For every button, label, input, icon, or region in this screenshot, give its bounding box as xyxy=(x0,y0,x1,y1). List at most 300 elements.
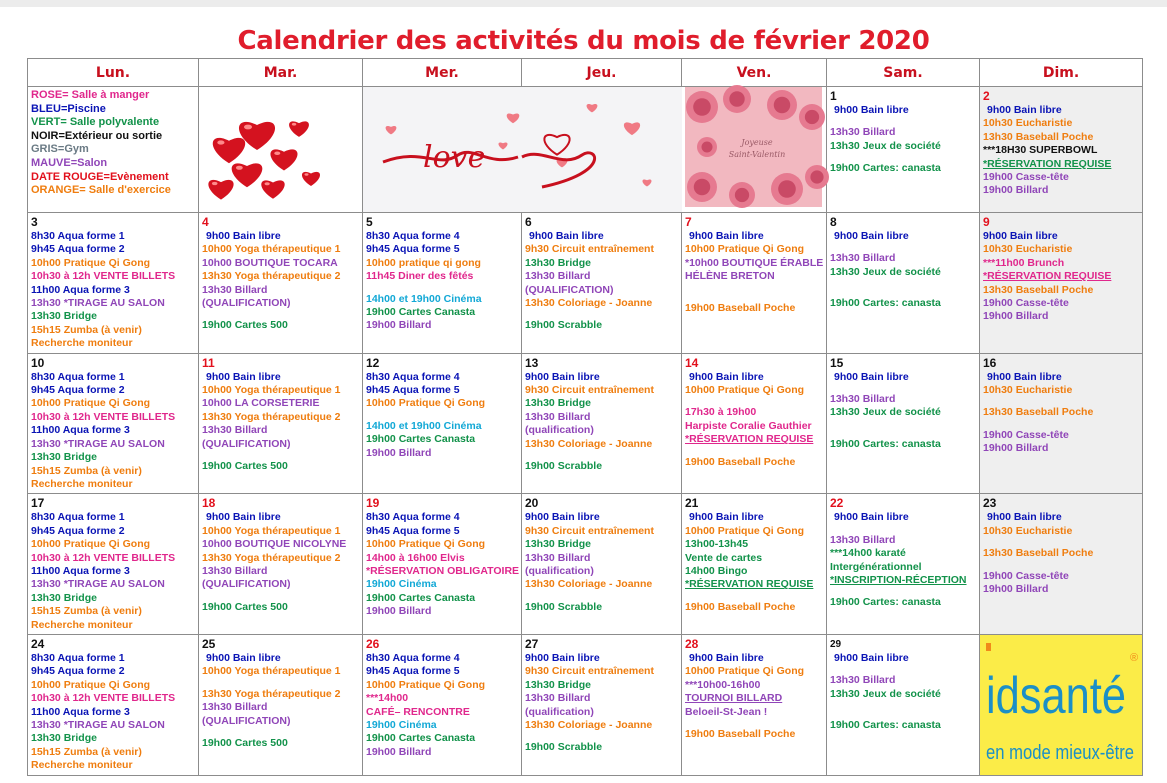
day-cell-jeu[interactable] xyxy=(522,634,682,775)
day-cell-dim[interactable] xyxy=(980,494,1143,635)
day-cell-mer[interactable] xyxy=(363,213,522,354)
activity: 10h30 Eucharistie xyxy=(983,117,1073,130)
day-number: 28 xyxy=(685,636,699,651)
activity: 10h30 Eucharistie xyxy=(983,524,1073,537)
activity: Recherche moniteur xyxy=(31,759,133,772)
activity: *INSCRIPTION-RÉCEPTION xyxy=(830,573,967,586)
day-number: 2 xyxy=(983,89,990,103)
activity: 19h00 Scrabble xyxy=(525,460,603,473)
activity: 9h00 Bain libre xyxy=(983,230,1058,242)
day-cell-ven[interactable] xyxy=(682,634,827,775)
week-row xyxy=(28,494,1143,635)
activity: 9h00 Bain libre xyxy=(834,511,909,524)
activity: Recherche moniteur xyxy=(31,337,133,350)
activity: 11h45 Diner des fêtés xyxy=(366,270,474,283)
activity: 9h30 Circuit entraînement xyxy=(525,243,654,256)
day-number: 26 xyxy=(366,636,380,651)
activity: 19h00 Cartes Canasta xyxy=(366,433,476,446)
day-number: 12 xyxy=(366,355,380,370)
spacer xyxy=(685,592,823,601)
activity: 9h00 Bain libre xyxy=(529,230,604,242)
day-cell-dim[interactable] xyxy=(980,213,1143,354)
activity: 19h00 Cartes: canasta xyxy=(830,297,941,310)
activity: 8h30 Aqua forme 1 xyxy=(31,370,125,383)
activity: 13h30 Yoga thérapeutique 2 xyxy=(202,270,341,283)
activity: ***11h00 Brunch xyxy=(983,256,1065,269)
spacer xyxy=(202,592,359,601)
activity: 13h30 Bridge xyxy=(31,310,97,323)
day-number: 25 xyxy=(202,636,216,651)
activity: 19h00 Cinéma xyxy=(366,719,437,731)
activity: 10h00 Pratique Qi Gong xyxy=(685,384,805,397)
activity: 9h00 Bain libre xyxy=(206,651,281,664)
activity: 9h45 Aqua forme 5 xyxy=(366,524,460,537)
activity: 8h30 Aqua forme 1 xyxy=(31,230,125,242)
activity: 13h30 Bridge xyxy=(525,678,591,691)
activity: 10h30 Eucharistie xyxy=(983,243,1073,256)
activity: *RÉSERVATION REQUISE xyxy=(983,270,1112,283)
activity: 19h00 Cartes Canasta xyxy=(366,591,476,604)
activity: 13h30 Bridge xyxy=(525,256,591,269)
activity: TOURNOI BILLARD xyxy=(685,692,783,705)
activity: 8h30 Aqua forme 1 xyxy=(31,511,125,524)
spacer xyxy=(830,420,976,429)
activity: 10h00 pratique qi gong xyxy=(366,256,481,269)
activity: 9h00 Bain libre xyxy=(206,230,281,242)
roses-illustration xyxy=(682,87,827,212)
legend-item: MAUVE=Salon xyxy=(31,156,108,169)
activity: 10h00 Yoga thérapeutique 1 xyxy=(202,243,341,256)
activity: 19h00 Billard xyxy=(983,442,1049,455)
love-illustration xyxy=(363,87,522,212)
activity: 19h00 Billard xyxy=(983,310,1049,323)
day-cell-jeu[interactable] xyxy=(522,353,682,494)
activity: 19h00 Baseball Poche xyxy=(685,455,796,468)
activity: 19h00 Casse-tête xyxy=(983,428,1069,441)
activity: 9h00 Bain libre xyxy=(206,511,281,524)
header-jeu: Jeu. xyxy=(522,59,682,87)
day-number: 29 xyxy=(830,638,842,650)
activity: 19h00 Scrabble xyxy=(525,741,603,754)
activity: 19h00 Cartes 500 xyxy=(202,460,288,473)
day-number: 15 xyxy=(830,355,844,370)
legend-item: BLEU=Piscine xyxy=(31,102,106,115)
day-number: 8 xyxy=(830,215,837,229)
activity: Intergénérationnel xyxy=(830,560,922,573)
activity: 10h00 Pratique Qi Gong xyxy=(31,538,151,551)
activity: 13h30 Coloriage - Joanne xyxy=(525,719,653,731)
day-cell-dim[interactable] xyxy=(980,87,1143,213)
activity: 8h30 Aqua forme 1 xyxy=(31,651,125,664)
day-number: 14 xyxy=(685,355,699,370)
day-number: 27 xyxy=(525,636,539,651)
spacer xyxy=(685,293,823,302)
logo-brand: idsanté xyxy=(986,666,1126,725)
day-cell-sam[interactable] xyxy=(827,353,980,494)
activity: Beloeil-St-Jean ! xyxy=(685,705,768,718)
activity: 15h15 Zumba (à venir) xyxy=(31,605,142,618)
color-legend xyxy=(28,87,199,213)
activity: 10h00 LA CORSETERIE xyxy=(202,397,320,410)
activity: 9h30 Circuit entraînement xyxy=(525,665,654,678)
activity: 10h30 Eucharistie xyxy=(983,384,1073,397)
activity: 9h00 Bain libre xyxy=(206,370,281,383)
activity: 13h30 Billard xyxy=(525,692,591,705)
day-cell-jeu[interactable] xyxy=(522,494,682,635)
legend-item: ORANGE= Salle d'exercice xyxy=(31,184,171,197)
activity: 19h00 Cartes Canasta xyxy=(366,306,476,319)
activity: 13h30 Billard xyxy=(525,410,591,423)
activity: 14h00 et 19h00 Cinéma xyxy=(366,292,482,305)
activity: *10h00 BOUTIQUE ÉRABLE xyxy=(685,256,824,269)
activity: 19h00 Casse-tête xyxy=(983,297,1069,310)
activity: 13h30 Bridge xyxy=(31,732,97,745)
spacer xyxy=(830,429,976,438)
activity: 13h30 Billard xyxy=(202,424,268,437)
header-ven: Ven. xyxy=(682,59,827,87)
activity: 19h00 Cartes 500 xyxy=(202,737,288,749)
activity: 19h00 Baseball Poche xyxy=(685,301,796,314)
activity: 19h00 Baseball Poche xyxy=(685,600,796,613)
activity: *RÉSERVATION REQUISE xyxy=(685,578,814,591)
activity: 10h00 Yoga thérapeutique 1 xyxy=(202,665,341,678)
activity: 9h00 Bain libre xyxy=(987,104,1062,116)
spacer xyxy=(830,710,976,719)
day-number: 17 xyxy=(31,496,45,511)
activity: 9h45 Aqua forme 2 xyxy=(31,384,125,397)
activity: 10h00 Pratique Qi Gong xyxy=(685,524,805,537)
day-number: 22 xyxy=(830,496,844,511)
activity: 19h00 Cartes: canasta xyxy=(830,596,941,609)
activity: 13h30 Billard xyxy=(830,252,896,265)
header-sam: Sam. xyxy=(827,59,980,87)
activity: 19h00 Billard xyxy=(983,184,1049,197)
activity: 10h00 Pratique Qi Gong xyxy=(31,256,151,269)
activity: 9h00 Bain libre xyxy=(525,651,600,664)
legend-item: DATE ROUGE=Evènement xyxy=(31,170,169,183)
spacer xyxy=(830,384,976,393)
activity: 9h45 Aqua forme 2 xyxy=(31,524,125,537)
day-cell-sam[interactable] xyxy=(827,634,980,775)
activity: 13h30 *TIRAGE AU SALON xyxy=(31,578,165,591)
activity: 13h30 Baseball Poche xyxy=(983,547,1094,560)
day-cell-lun[interactable] xyxy=(28,634,199,775)
day-cell-ven[interactable] xyxy=(682,494,827,635)
activity: 10h00 Pratique Qi Gong xyxy=(366,678,486,691)
day-number: 10 xyxy=(31,355,45,370)
activity: 13h30 Yoga thérapeutique 2 xyxy=(202,551,341,564)
activity: 13h30 Jeux de société xyxy=(830,687,941,700)
day-cell-lun[interactable] xyxy=(28,213,199,354)
activity: 11h00 Aqua forme 3 xyxy=(31,705,130,718)
activity: 13h30 Yoga thérapeutique 2 xyxy=(202,410,341,423)
spacer xyxy=(830,288,976,297)
image-caption-1: Joyeuse xyxy=(741,138,773,147)
header-mar: Mar. xyxy=(199,59,363,87)
activity: 9h00 Bain libre xyxy=(689,511,764,524)
image-roses xyxy=(682,87,827,213)
day-cell-mer[interactable] xyxy=(363,353,522,494)
activity: 13h30 Jeux de société xyxy=(830,406,941,419)
activity: (QUALIFICATION) xyxy=(202,578,291,591)
activity: 10h30 à 12h VENTE BILLETS xyxy=(31,692,176,705)
activity: 13h30 Billard xyxy=(830,674,896,687)
activity: Recherche moniteur xyxy=(31,618,133,631)
activity: 9h00 Bain libre xyxy=(689,370,764,383)
day-cell-sam[interactable] xyxy=(827,494,980,635)
spacer xyxy=(830,525,976,534)
activity: 11h00 Aqua forme 3 xyxy=(31,424,130,437)
activity: 10h00 Pratique Qi Gong xyxy=(31,397,151,410)
image-love-right xyxy=(522,87,682,213)
activity: 9h00 Bain libre xyxy=(834,230,909,242)
activity: 19h00 Billard xyxy=(366,319,432,332)
activity: 13h30 Yoga thérapeutique 2 xyxy=(202,687,341,700)
activity: 13h30 Baseball Poche xyxy=(983,130,1094,143)
day-number: 1 xyxy=(830,89,837,103)
activity: 8h30 Aqua forme 4 xyxy=(366,230,460,242)
activity: 13h30 Billard xyxy=(525,270,591,283)
activity: 15h15 Zumba (à venir) xyxy=(31,745,142,758)
activity: 13h30 Baseball Poche xyxy=(983,283,1094,296)
image-hearts xyxy=(199,87,363,213)
activity: HÉLÈNE BRETON xyxy=(685,270,775,283)
activity: 13h30 Billard xyxy=(830,126,896,139)
idsante-logo-graphic xyxy=(980,635,1142,772)
spacer xyxy=(830,153,976,162)
day-cell-mar[interactable] xyxy=(199,634,363,775)
day-number: 3 xyxy=(31,215,38,229)
activity: 9h30 Circuit entraînement xyxy=(525,524,654,537)
logo-reg: ® xyxy=(1130,651,1139,664)
activity: 19h00 Cartes: canasta xyxy=(830,162,941,175)
activity: 19h00 Baseball Poche xyxy=(685,728,796,740)
spacer xyxy=(685,719,823,728)
activity: 9h30 Circuit entraînement xyxy=(525,384,654,397)
day-number: 6 xyxy=(525,215,532,229)
activity: 15h15 Zumba (à venir) xyxy=(31,464,142,477)
activity: 9h00 Bain libre xyxy=(987,511,1062,524)
activity: 9h00 Bain libre xyxy=(834,104,909,116)
day-number: 23 xyxy=(983,496,997,511)
activity: 13h30 Bridge xyxy=(31,451,97,464)
activity: 10h00 Yoga thérapeutique 1 xyxy=(202,384,341,397)
activity: 13h30 Jeux de société xyxy=(830,139,941,152)
week-row xyxy=(28,634,1143,775)
activity: *RÉSERVATION REQUISE xyxy=(685,433,814,446)
activity: 10h00 BOUTIQUE TOCARA xyxy=(202,256,338,269)
activity: 19h00 Cartes Canasta xyxy=(366,732,476,745)
spacer xyxy=(983,538,1139,547)
activity: 10h00 Pratique Qi Gong xyxy=(366,397,486,410)
logo-tagline: en mode mieux-être xyxy=(986,741,1134,764)
activity: 9h45 Aqua forme 5 xyxy=(366,243,460,256)
spacer xyxy=(685,397,823,406)
activity: 15h15 Zumba (à venir) xyxy=(31,323,142,336)
top-bar xyxy=(0,0,1167,7)
activity: 9h00 Bain libre xyxy=(834,651,909,664)
activity: 8h30 Aqua forme 4 xyxy=(366,511,460,524)
day-cell-sam[interactable] xyxy=(827,213,980,354)
activity: *RÉSERVATION OBLIGATOIRE xyxy=(366,564,520,577)
activity: 9h45 Aqua forme 2 xyxy=(31,243,125,256)
activity: 17h30 à 19h00 xyxy=(685,406,757,419)
idsante-logo xyxy=(980,634,1143,775)
legend-item: NOIR=Extérieur ou sortie xyxy=(31,129,163,142)
activity: 9h00 Bain libre xyxy=(689,651,764,664)
activity: 19h00 Casse-tête xyxy=(983,569,1069,582)
activity: 10h00 Pratique Qi Gong xyxy=(685,665,805,678)
activity: 14h00 à 16h00 Elvis xyxy=(366,551,465,564)
week-row xyxy=(28,353,1143,494)
activity: 19h00 Cartes 500 xyxy=(202,600,288,613)
activity: 9h45 Aqua forme 5 xyxy=(366,665,460,678)
legend-item: GRIS=Gym xyxy=(31,143,89,156)
spacer xyxy=(830,279,976,288)
day-cell-jeu[interactable] xyxy=(522,213,682,354)
activity: *RÉSERVATION REQUISE xyxy=(983,157,1112,170)
calendar-table xyxy=(27,58,1143,776)
activity: (QUALIFICATION) xyxy=(202,437,291,450)
day-number: 16 xyxy=(983,355,997,370)
activity: 9h00 Bain libre xyxy=(525,511,600,524)
day-number: 4 xyxy=(202,215,209,229)
spacer xyxy=(202,728,359,737)
day-number: 11 xyxy=(202,355,215,370)
activity: 19h00 Cartes: canasta xyxy=(830,719,941,732)
activity: 13h30 Billard xyxy=(830,393,896,406)
activity: 14h00 Bingo xyxy=(685,564,748,577)
activity: 19h00 Cinéma xyxy=(366,578,437,591)
day-number: 18 xyxy=(202,496,216,511)
spacer xyxy=(202,451,359,460)
activity: 13h30 Coloriage - Joanne xyxy=(525,578,653,591)
day-number: 13 xyxy=(525,355,539,370)
activity: ***10h00-16h00 xyxy=(685,678,761,691)
activity: 19h00 Billard xyxy=(366,605,432,618)
spacer xyxy=(685,284,823,293)
activity: 19h00 Cartes: canasta xyxy=(830,437,941,450)
day-number: 19 xyxy=(366,496,380,511)
day-cell-mer[interactable] xyxy=(363,494,522,635)
day-number: 9 xyxy=(983,215,990,229)
day-number: 20 xyxy=(525,496,539,511)
legend-item: VERT= Salle polyvalente xyxy=(31,116,160,129)
spacer xyxy=(830,701,976,710)
spacer xyxy=(525,310,678,319)
activity: 13h30 Coloriage - Joanne xyxy=(525,297,653,310)
spacer xyxy=(366,411,518,420)
activity: 13h30 *TIRAGE AU SALON xyxy=(31,437,165,450)
day-cell-mar[interactable] xyxy=(199,213,363,354)
spacer xyxy=(525,592,678,601)
day-cell-lun[interactable] xyxy=(28,353,199,494)
day-cell-lun[interactable] xyxy=(28,494,199,635)
spacer xyxy=(830,665,976,674)
love-word: love xyxy=(423,140,486,175)
day-number: 24 xyxy=(31,636,45,651)
day-cell-ven[interactable] xyxy=(682,353,827,494)
activity: 13h30 Billard xyxy=(830,533,896,546)
activity: ***18H30 SUPERBOWL xyxy=(983,144,1098,157)
spacer xyxy=(983,397,1139,406)
spacer xyxy=(830,117,976,126)
day-number: 21 xyxy=(685,496,699,511)
activity: 10h00 Pratique Qi Gong xyxy=(366,538,486,551)
activity: ***14h00 karaté xyxy=(830,547,906,560)
image-caption-2: Saint-Valentin xyxy=(728,150,786,159)
activity: 13h30 Coloriage - Joanne xyxy=(525,437,653,450)
activity: Recherche moniteur xyxy=(31,477,133,490)
activity: 13h30 Billard xyxy=(202,701,268,714)
day-cell-sam[interactable] xyxy=(827,87,980,213)
activity: Harpiste Coralie Gauthier xyxy=(685,419,812,432)
hearts-illustration xyxy=(199,87,363,212)
spacer xyxy=(830,243,976,252)
week-row xyxy=(28,213,1143,354)
activity: 19h00 Scrabble xyxy=(525,600,603,613)
day-cell-ven[interactable] xyxy=(682,213,827,354)
activity: 19h00 Billard xyxy=(983,582,1049,595)
activity: 9h00 Bain libre xyxy=(987,370,1062,383)
activity: 13h30 *TIRAGE AU SALON xyxy=(31,719,165,731)
activity: 14h00 et 19h00 Cinéma xyxy=(366,419,482,432)
activity: 10h00 Yoga thérapeutique 1 xyxy=(202,524,341,537)
day-cell-dim[interactable] xyxy=(980,353,1143,494)
weekday-header xyxy=(28,59,1143,87)
spacer xyxy=(202,310,359,319)
activity: 9h45 Aqua forme 2 xyxy=(31,665,125,678)
activity: Vente de cartes xyxy=(685,551,763,564)
day-cell-mar[interactable] xyxy=(199,353,363,494)
activity: 13h30 Billard xyxy=(525,551,591,564)
activity: 13h30 Baseball Poche xyxy=(983,406,1094,419)
activity: 10h30 à 12h VENTE BILLETS xyxy=(31,551,176,564)
day-number: 5 xyxy=(366,215,373,229)
activity: CAFÉ– RENCONTRE xyxy=(366,705,470,718)
activity: (qualification) xyxy=(525,424,594,437)
activity: 13h30 Billard xyxy=(202,283,268,296)
activity: 13h30 Bridge xyxy=(525,397,591,410)
activity: 13h30 Bridge xyxy=(31,591,97,604)
activity: 10h00 BOUTIQUE NICOLYNE xyxy=(202,538,347,551)
activity: 13h30 Jeux de société xyxy=(830,265,941,278)
activity: 19h00 Scrabble xyxy=(525,319,603,332)
activity: 9h00 Bain libre xyxy=(525,370,600,383)
love-right-illustration xyxy=(522,87,682,212)
activity: 11h00 Aqua forme 3 xyxy=(31,283,130,296)
activity: (QUALIFICATION) xyxy=(525,283,614,296)
activity: 8h30 Aqua forme 4 xyxy=(366,370,460,383)
activity: 10h00 Pratique Qi Gong xyxy=(685,243,805,256)
day-cell-mer[interactable] xyxy=(363,634,522,775)
activity: 19h00 Billard xyxy=(366,745,432,758)
activity: (qualification) xyxy=(525,564,594,577)
spacer xyxy=(830,587,976,596)
activity: 13h30 *TIRAGE AU SALON xyxy=(31,297,165,310)
activity: 9h00 Bain libre xyxy=(689,230,764,242)
activity: 13h30 Billard xyxy=(202,564,268,577)
activity: 13h00-13h45 xyxy=(685,538,749,551)
image-love xyxy=(363,87,522,213)
legend-item: ROSE= Salle à manger xyxy=(31,89,150,101)
day-cell-mar[interactable] xyxy=(199,494,363,635)
spacer xyxy=(366,284,518,293)
page-title: Calendrier des activités du mois de février 2020 xyxy=(237,26,930,56)
activity: 8h30 Aqua forme 4 xyxy=(366,651,460,664)
activity: 19h00 Casse-tête xyxy=(983,171,1069,184)
activity: 19h00 Cartes 500 xyxy=(202,319,288,332)
